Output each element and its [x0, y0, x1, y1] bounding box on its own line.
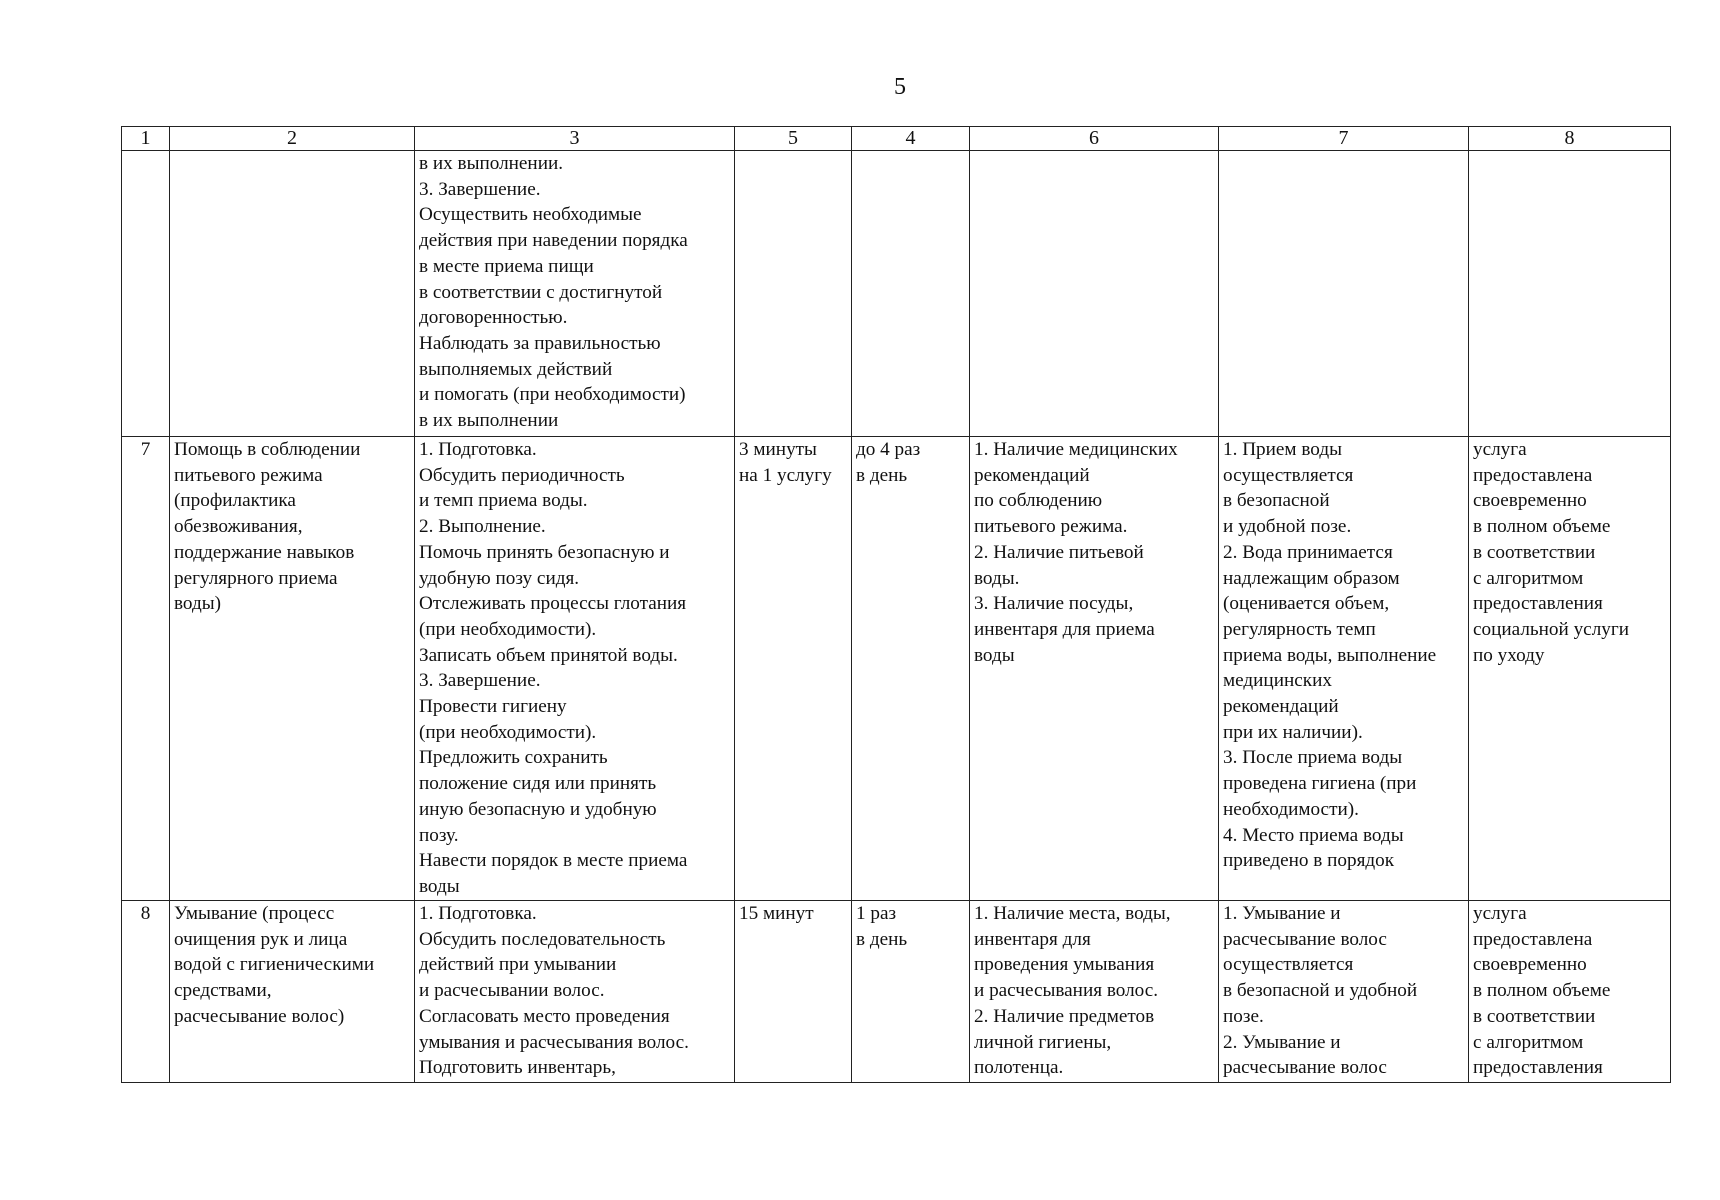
- cell-actions: [415, 901, 735, 1083]
- table-row: [122, 437, 1671, 901]
- cell-text-line: (оценивается объем,: [1223, 593, 1390, 615]
- cell-text-line: рекомендаций: [1223, 696, 1339, 718]
- cell-text-line: 3. Завершение.: [419, 670, 541, 692]
- cell-text-line: услуга: [1473, 903, 1527, 924]
- cell-text-line: 1 раз: [856, 903, 897, 924]
- cell-text-line: Наблюдать за правильностью: [419, 332, 661, 354]
- cell-text-line: в их выполнении.: [419, 153, 564, 174]
- header-cell: 4: [852, 127, 970, 151]
- cell-text-line: (профилактика: [174, 490, 296, 512]
- cell-text-line: предоставлена: [1473, 928, 1593, 950]
- cell-text-line: и расчесывания волос.: [974, 980, 1159, 1002]
- services-table: [121, 126, 1671, 1083]
- cell-text-line: инвентаря для: [974, 928, 1091, 950]
- cell-text-line: договоренностью.: [419, 307, 568, 329]
- cell-text-line: 3 минуты: [739, 439, 817, 460]
- cell-text-line: удобную позу сидя.: [419, 567, 580, 589]
- cell-text-line: рекомендаций: [974, 464, 1090, 486]
- cell-text-line: обезвоживания,: [174, 516, 303, 538]
- cell-text-line: в месте приема пищи: [419, 255, 594, 277]
- cell-text-line: осуществляется: [1223, 464, 1354, 486]
- cell-text-line: Записать объем принятой воды.: [419, 644, 678, 666]
- cell-text-line: до 4 раз: [856, 439, 921, 460]
- cell-text-line: Помощь в соблюдении: [174, 439, 361, 460]
- cell-time: [735, 151, 852, 437]
- cell-text-line: предоставлена: [1473, 464, 1593, 486]
- cell-text-line: воды.: [974, 567, 1020, 589]
- cell-frequency: [852, 151, 970, 437]
- cell-text-line: питьевого режима.: [974, 516, 1128, 538]
- cell-frequency: [852, 437, 970, 901]
- cell-text-line: умывания и расчесывания волос.: [419, 1031, 689, 1053]
- cell-text-line: 4. Место приема воды: [1223, 824, 1404, 846]
- cell-text-line: Предложить сохранить: [419, 747, 608, 769]
- cell-text-line: полотенца.: [974, 1057, 1064, 1079]
- cell-text-line: предоставления: [1473, 1057, 1603, 1079]
- cell-time: [735, 901, 852, 1083]
- cell-num: [122, 151, 170, 437]
- cell-text-line: воды: [974, 644, 1015, 666]
- cell-assessment: [1469, 437, 1671, 901]
- cell-text-line: своевременно: [1473, 490, 1587, 512]
- cell-text-line: и помогать (при необходимости): [419, 384, 686, 406]
- cell-text-line: Согласовать место проведения: [419, 1005, 670, 1027]
- cell-text-line: средствами,: [174, 980, 272, 1002]
- cell-num: 8: [122, 901, 170, 1083]
- cell-text-line: проведена гигиена (при: [1223, 773, 1417, 795]
- cell-text-line: регулярного приема: [174, 567, 338, 589]
- cell-text-line: 1. Умывание и: [1223, 903, 1341, 924]
- header-cell: 2: [170, 127, 415, 151]
- cell-text-line: 1. Наличие медицинских: [974, 439, 1178, 460]
- cell-frequency: [852, 901, 970, 1083]
- cell-actions: [415, 437, 735, 901]
- cell-text-line: 2. Выполнение.: [419, 516, 546, 538]
- header-cell: 1: [122, 127, 170, 151]
- cell-conditions: [970, 437, 1219, 901]
- table-row: [122, 901, 1671, 1083]
- cell-text-line: в соответствии: [1473, 1005, 1596, 1027]
- table-row-continued: [122, 151, 1671, 437]
- cell-text-line: Помочь принять безопасную и: [419, 541, 670, 563]
- cell-text-line: Отслеживать процессы глотания: [419, 593, 687, 615]
- cell-text-line: в их выполнении: [419, 410, 559, 432]
- cell-text-line: 3. После приема воды: [1223, 747, 1403, 769]
- cell-text-line: (при необходимости).: [419, 721, 597, 743]
- cell-name: [170, 437, 415, 901]
- cell-text-line: Обсудить периодичность: [419, 464, 625, 486]
- cell-text-line: 2. Наличие предметов: [974, 1005, 1155, 1027]
- cell-time: [735, 437, 852, 901]
- cell-text-line: расчесывание волос): [174, 1005, 345, 1027]
- cell-text-line: очищения рук и лица: [174, 928, 348, 950]
- header-cell: 8: [1469, 127, 1671, 151]
- page-number: 5: [894, 74, 906, 100]
- header-cell: 5: [735, 127, 852, 151]
- cell-text-line: 1. Наличие места, воды,: [974, 903, 1171, 924]
- cell-text-line: приведено в порядок: [1223, 850, 1395, 872]
- cell-text-line: 3. Наличие посуды,: [974, 593, 1134, 615]
- cell-text-line: позе.: [1223, 1005, 1264, 1027]
- cell-text-line: личной гигиены,: [974, 1031, 1112, 1053]
- cell-text-line: в соответствии: [1473, 541, 1596, 563]
- cell-text-line: Осуществить необходимые: [419, 204, 642, 226]
- cell-text-line: в безопасной: [1223, 490, 1330, 512]
- cell-text-line: (при необходимости).: [419, 618, 597, 640]
- cell-text-line: 15 минут: [739, 903, 814, 924]
- cell-text-line: по уходу: [1473, 644, 1545, 666]
- cell-text-line: в соответствии с достигнутой: [419, 281, 663, 303]
- cell-text-line: в полном объеме: [1473, 516, 1611, 538]
- cell-conditions: [970, 901, 1219, 1083]
- cell-text-line: положение сидя или принять: [419, 773, 657, 795]
- cell-indicators: [1219, 437, 1469, 901]
- cell-text-line: своевременно: [1473, 954, 1587, 976]
- cell-conditions: [970, 151, 1219, 437]
- cell-name: [170, 151, 415, 437]
- cell-text-line: на 1 услугу: [739, 464, 832, 486]
- cell-text-line: 1. Прием воды: [1223, 439, 1342, 460]
- cell-name: [170, 901, 415, 1083]
- cell-text-line: с алгоритмом: [1473, 1031, 1584, 1053]
- cell-text-line: приема воды, выполнение: [1223, 644, 1437, 666]
- cell-text-line: иную безопасную и удобную: [419, 798, 657, 820]
- cell-text-line: услуга: [1473, 439, 1527, 460]
- cell-text-line: с алгоритмом: [1473, 567, 1584, 589]
- cell-text-line: в день: [856, 928, 908, 950]
- cell-text-line: водой с гигиеническими: [174, 954, 375, 976]
- cell-text-line: в полном объеме: [1473, 980, 1611, 1002]
- cell-text-line: позу.: [419, 824, 459, 846]
- cell-text-line: надлежащим образом: [1223, 567, 1400, 589]
- cell-indicators: [1219, 151, 1469, 437]
- cell-text-line: проведения умывания: [974, 954, 1155, 976]
- cell-text-line: Подготовить инвентарь,: [419, 1057, 616, 1079]
- header-row: [122, 127, 1671, 151]
- cell-text-line: 2. Вода принимается: [1223, 541, 1393, 563]
- cell-text-line: расчесывание волос: [1223, 1057, 1387, 1079]
- cell-text-line: осуществляется: [1223, 954, 1354, 976]
- cell-assessment: [1469, 151, 1671, 437]
- header-cell: 6: [970, 127, 1219, 151]
- cell-text-line: инвентаря для приема: [974, 618, 1155, 640]
- cell-text-line: действий при умывании: [419, 954, 617, 976]
- cell-text-line: Умывание (процесс: [174, 903, 335, 924]
- cell-text-line: 1. Подготовка.: [419, 439, 537, 460]
- cell-assessment: [1469, 901, 1671, 1083]
- cell-text-line: действия при наведении порядка: [419, 230, 688, 252]
- cell-text-line: регулярность темп: [1223, 618, 1376, 640]
- cell-text-line: выполняемых действий: [419, 358, 613, 380]
- cell-text-line: 2. Умывание и: [1223, 1031, 1341, 1053]
- cell-text-line: в безопасной и удобной: [1223, 980, 1418, 1002]
- cell-text-line: по соблюдению: [974, 490, 1103, 512]
- cell-text-line: Навести порядок в месте приема: [419, 850, 688, 872]
- cell-actions: [415, 151, 735, 437]
- cell-text-line: необходимости).: [1223, 798, 1359, 820]
- cell-text-line: поддержание навыков: [174, 541, 355, 563]
- cell-num: 7: [122, 437, 170, 901]
- header-cell: 3: [415, 127, 735, 151]
- cell-text-line: 3. Завершение.: [419, 178, 541, 200]
- cell-text-line: в день: [856, 464, 908, 486]
- cell-text-line: и темп приема воды.: [419, 490, 588, 512]
- cell-text-line: воды): [174, 593, 222, 615]
- cell-text-line: социальной услуги: [1473, 618, 1630, 640]
- cell-text-line: 2. Наличие питьевой: [974, 541, 1144, 563]
- cell-text-line: 1. Подготовка.: [419, 903, 537, 924]
- cell-text-line: Обсудить последовательность: [419, 928, 666, 950]
- cell-text-line: и удобной позе.: [1223, 516, 1352, 538]
- cell-text-line: воды: [419, 875, 460, 897]
- cell-text-line: питьевого режима: [174, 464, 323, 486]
- cell-text-line: расчесывание волос: [1223, 928, 1387, 950]
- cell-text-line: и расчесывании волос.: [419, 980, 605, 1002]
- cell-text-line: Провести гигиену: [419, 696, 567, 718]
- cell-text-line: медицинских: [1223, 670, 1332, 692]
- header-cell: 7: [1219, 127, 1469, 151]
- cell-indicators: [1219, 901, 1469, 1083]
- cell-text-line: при их наличии).: [1223, 721, 1363, 743]
- cell-text-line: предоставления: [1473, 593, 1603, 615]
